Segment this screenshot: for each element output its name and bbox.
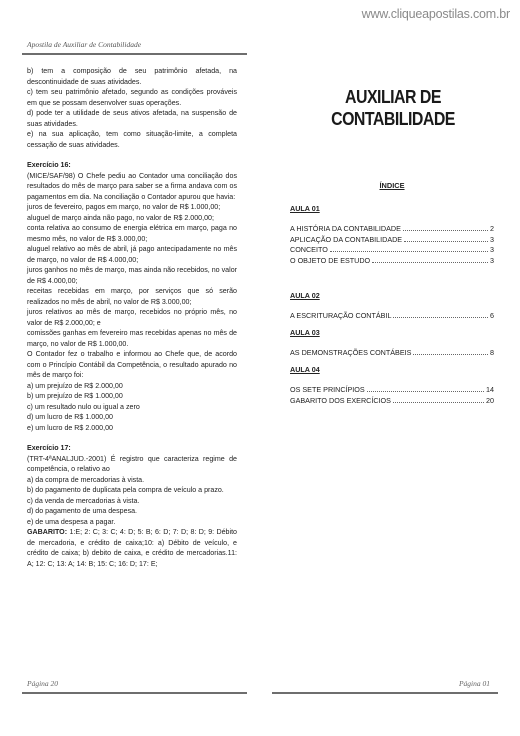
toc-leader — [393, 310, 488, 318]
index-title: ÍNDICE — [379, 181, 405, 190]
toc-entry[interactable] — [290, 384, 494, 395]
toc-entry[interactable] — [290, 310, 494, 321]
exercise-16-item: juros relativos ao mês de março, recebidos no próprio mês, no valor de R$ 2.000,00; e — [27, 308, 237, 327]
exercise-16-item: aluguel de março ainda não pago, no valor de R$ 2.000,00; — [27, 213, 214, 222]
toc-entry-page: 8 — [490, 348, 494, 357]
toc-entry-page: 3 — [490, 255, 494, 265]
toc-entry[interactable] — [290, 244, 494, 255]
toc-leader — [330, 244, 488, 252]
toc-leader — [393, 395, 484, 403]
toc-entry-page: 6 — [490, 311, 494, 320]
toc-leader — [367, 384, 484, 392]
paragraph: c) tem seu patrimônio afetado, segundo as condições prováveis em que se possam desenvolver suas operações. — [27, 88, 237, 107]
bottom-rule-left — [22, 692, 247, 694]
toc-entry[interactable] — [290, 395, 494, 406]
toc-entry-title: APLICAÇÃO DA CONTABILIDADE — [290, 234, 403, 244]
answer-key-text: 1:E; 2: C; 3: C; 4: D; 5: B; 6: D; 7: D; 8: D; 9: Débito de mercadoria, e crédito de caixa;10: a) Débito de veículo, e crédito de caixa; b) debito de caixa, e crédito de mercadorias.11: A; 12: C; 13: A; 14: B; 15: C; 16: D; 17: E; — [27, 528, 237, 568]
toc-lesson-label: AULA 04 — [290, 365, 320, 374]
answer-key — [27, 527, 237, 569]
toc-entry-page: 20 — [486, 395, 494, 405]
toc-lesson-label: AULA 03 — [290, 328, 320, 337]
exercise-17-option: c) da venda de mercadorias à vista. — [27, 496, 140, 505]
answer-key-label: GABARITO: — [27, 528, 68, 536]
toc-entry-title: A HISTÓRIA DA CONTABILIDADE — [290, 224, 401, 233]
toc-entry-title: OS SETE PRINCÍPIOS — [290, 385, 365, 394]
toc-entry[interactable] — [290, 234, 494, 245]
exercise-16-item: juros de fevereiro, pagos em março, no valor de R$ 1.000,00; — [27, 203, 221, 211]
exercise-16-item: aluguel relativo ao mês de abril, já pago antecipadamente no mês de março, no valor de R$ 4.000,00; — [27, 245, 237, 264]
toc-entry[interactable] — [290, 255, 494, 266]
toc-lesson-label: AULA 02 — [290, 291, 320, 300]
toc-entry[interactable] — [290, 347, 494, 358]
toc-lesson-label: AULA 01 — [290, 204, 320, 213]
running-head: Apostila de Auxiliar de Contabilidade — [27, 40, 142, 49]
page-number-right: Página 01 — [458, 679, 490, 688]
page-number-left: Página 20 — [27, 679, 59, 688]
toc-entry-title: A ESCRITURAÇÃO CONTÁBIL — [290, 311, 392, 320]
exercise-16-item: juros ganhos no mês de março, mas ainda não recebidos, no valor de R$ 4.000,00; — [27, 266, 237, 285]
exercise-17-option: a) da compra de mercadorias à vista. — [27, 475, 145, 484]
exercise-16-option: e) um lucro de R$ 2.000,00 — [27, 423, 113, 432]
toc-leader — [404, 234, 488, 242]
exercise-16-option: b) um prejuízo de R$ 1.000,00 — [27, 392, 123, 400]
exercise-16-item: O Contador fez o trabalho e informou ao Chefe que, de acordo com o Princípio Contábil da Competência, o resultado apurado no mês de março foi: — [27, 350, 237, 379]
toc-lesson-4 — [290, 365, 494, 405]
toc-leader — [403, 223, 488, 231]
bottom-rule-right — [272, 692, 498, 694]
exercise-17-option: e) de uma despesa a pagar. — [27, 517, 116, 526]
exercise-16-option: c) um resultado nulo ou igual a zero — [27, 402, 140, 411]
toc-lesson-2 — [290, 291, 494, 321]
toc-lesson-3 — [290, 328, 494, 358]
exercise-17-title: Exercício 17: — [27, 444, 71, 452]
exercise-16-option: d) um lucro de R$ 1.000,00 — [27, 413, 113, 421]
toc-entry[interactable] — [290, 223, 494, 234]
paragraph: d) pode ter a utilidade de seus ativos afetada, na suspensão de suas atividades. — [27, 109, 237, 128]
book-title: AUXILIAR DE CONTABILIDADE — [331, 86, 455, 129]
paragraph: e) na sua aplicação, tem como situação-limite, a completa cessação de suas atividades. — [27, 130, 237, 149]
paragraph: b) tem a composição de seu patrimônio afetada, na descontinuidade de suas atividades. — [27, 67, 237, 86]
exercise-16-item: comissões ganhas em fevereiro mas recebidas apenas no mês de março, no valor de R$ 1.000,00. — [27, 329, 237, 348]
toc-leader — [413, 347, 488, 355]
toc-entry-title: AS DEMONSTRAÇÕES CONTÁBEIS — [290, 348, 412, 357]
exercise-16-item: conta relativa ao consumo de energia elétrica em março, paga no mesmo mês, no valor de R$ 3.000,00; — [27, 224, 237, 243]
exercise-16-title: Exercício 16: — [27, 161, 71, 169]
exercise-16-item: receitas recebidas em março, por serviços que só serão realizados no mês de abril, no valor de R$ 3.000,00; — [27, 287, 237, 306]
spacer — [27, 433, 237, 443]
exercise-17-option: d) do pagamento de uma despesa. — [27, 507, 138, 515]
toc-entry-page: 2 — [490, 224, 494, 233]
toc-lesson-1 — [290, 204, 494, 265]
toc-entry-title: O OBJETO DE ESTUDO — [290, 255, 371, 265]
toc-entry-title: CONCEITO — [290, 245, 328, 254]
toc-entry-title: GABARITO DOS EXERCÍCIOS — [290, 395, 391, 405]
exercise-16-option: a) um prejuízo de R$ 2.000,00 — [27, 381, 123, 390]
exercise-16-intro: (MICE/SAF/98) O Chefe pediu ao Contador uma conciliação dos resultados do mês de março para saber se a firma andava com os pagamentos em dia. Na conciliação o Contador apurou que havia: — [27, 171, 237, 201]
exercise-17-option: b) do pagamento de duplicata pela compra de veículo a prazo. — [27, 486, 224, 494]
toc-leader — [372, 255, 488, 263]
toc-entry-page: 14 — [486, 385, 494, 394]
toc-entry-page: 3 — [490, 234, 494, 244]
top-rule-left — [22, 53, 247, 55]
spacer — [27, 150, 237, 160]
left-page — [27, 66, 237, 569]
site-url: www.cliqueapostilas.com.br — [361, 7, 510, 21]
toc-entry-page: 3 — [490, 245, 494, 254]
exercise-17-intro: (TRT-4ªANALJUD.-2001) É registro que caracteriza regime de competência, o relativo ao — [27, 454, 237, 473]
